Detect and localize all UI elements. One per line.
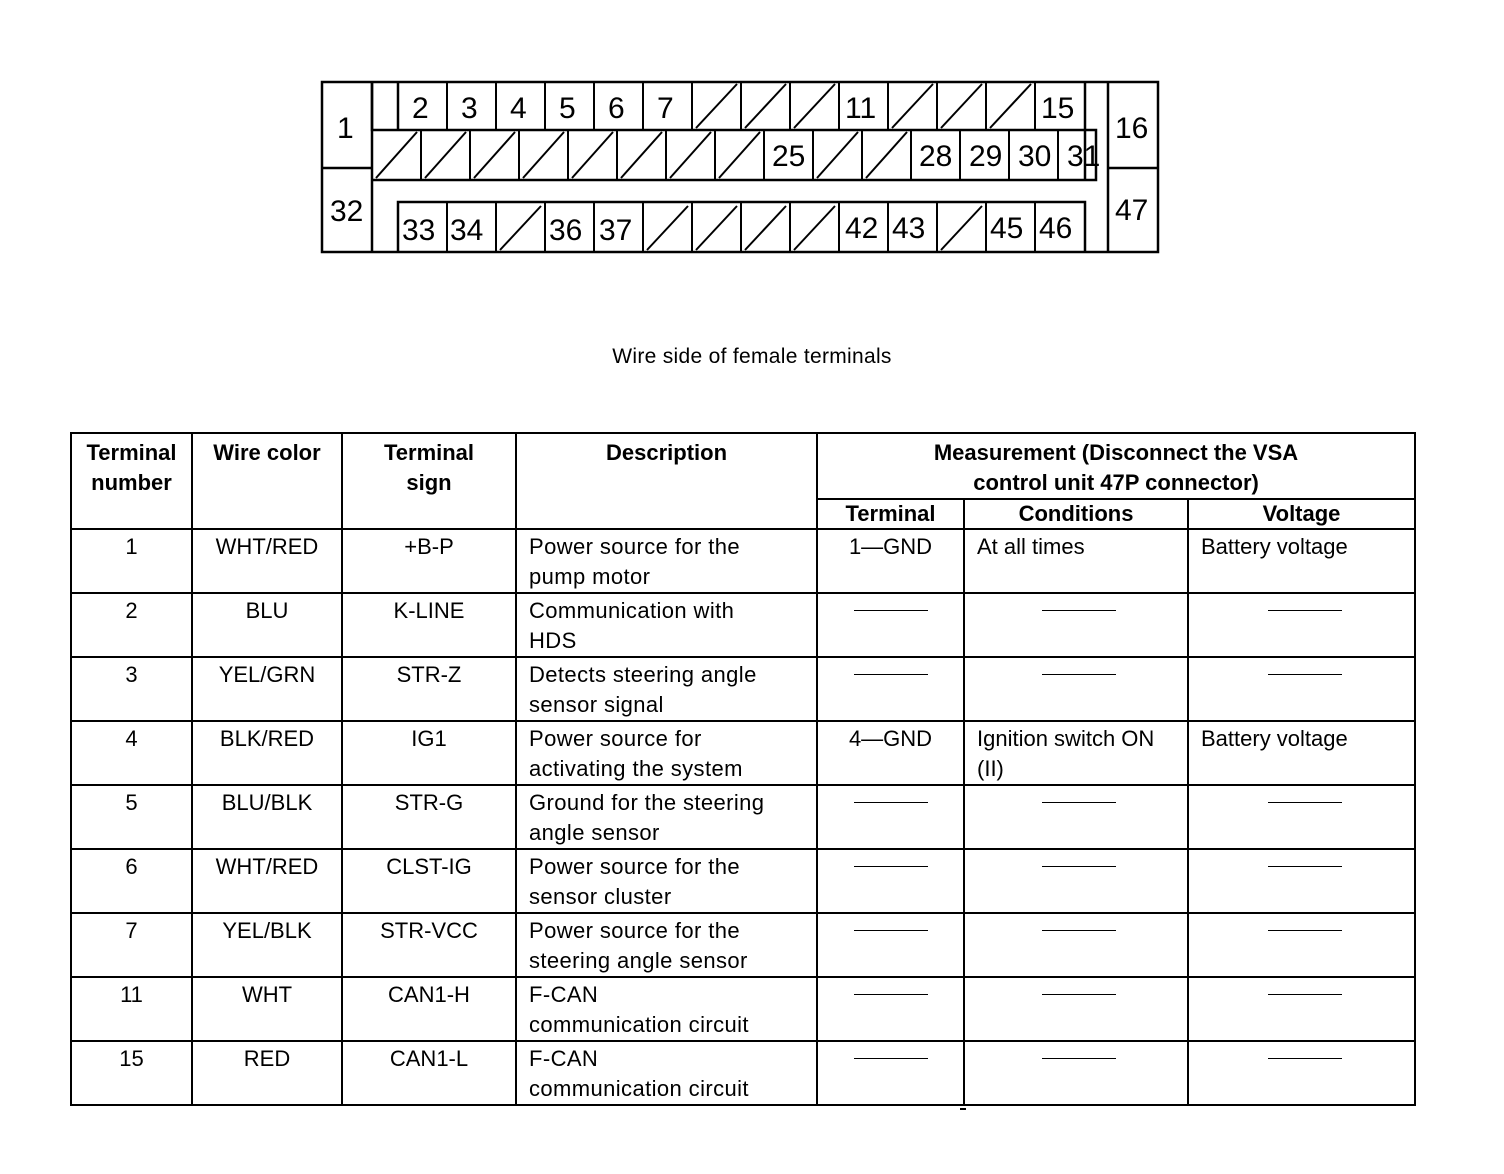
terminal-label: 36 [549, 214, 583, 247]
cell-voltage [1188, 593, 1415, 657]
not-applicable-dash [854, 802, 928, 803]
cell-terminal-sign: STR-Z [342, 657, 516, 721]
cell-terminal-sign: IG1 [342, 721, 516, 785]
header-measurement: Measurement (Disconnect the VSA control unit 47P connector) [817, 433, 1415, 499]
cell-voltage [1188, 849, 1415, 913]
cell-measure-terminal [817, 913, 964, 977]
terminal-label: 3 [461, 92, 478, 125]
cell-description: Power source for the sensor cluster [516, 849, 817, 913]
cell-wire-color: YEL/BLK [192, 913, 342, 977]
cell-voltage [1188, 785, 1415, 849]
cell-description: Power source for the pump motor [516, 529, 817, 593]
table-row [71, 1041, 1415, 1105]
header-terminal: Terminal [817, 499, 964, 529]
cell-conditions: At all times [964, 529, 1188, 593]
header-conditions: Conditions [964, 499, 1188, 529]
cell-measure-terminal [817, 593, 964, 657]
not-applicable-dash [854, 1058, 928, 1059]
terminal-label: 28 [919, 140, 953, 173]
diagram-caption: Wire side of female terminals [612, 345, 892, 368]
cell-terminal-number: 3 [71, 657, 192, 721]
cell-wire-color: WHT [192, 977, 342, 1041]
table-row [71, 721, 1415, 785]
cell-description: Power source for the steering angle sensor [516, 913, 817, 977]
cell-conditions [964, 913, 1188, 977]
terminal-label: 34 [450, 214, 484, 247]
cell-wire-color: BLU/BLK [192, 785, 342, 849]
cell-measure-terminal [817, 977, 964, 1041]
cell-terminal-sign: +B-P [342, 529, 516, 593]
cell-measure-terminal [817, 785, 964, 849]
not-applicable-dash [1268, 994, 1342, 995]
header-terminal-number: Terminal number [71, 433, 192, 529]
not-applicable-dash [1042, 930, 1116, 931]
cell-voltage [1188, 977, 1415, 1041]
table-row [71, 657, 1415, 721]
cell-voltage: Battery voltage [1188, 721, 1415, 785]
terminal-label: 43 [892, 212, 926, 245]
header-description: Description [516, 433, 817, 529]
cell-terminal-sign: STR-VCC [342, 913, 516, 977]
not-applicable-dash [854, 866, 928, 867]
table-row [71, 785, 1415, 849]
cell-wire-color: YEL/GRN [192, 657, 342, 721]
terminal-label: 47 [1115, 194, 1149, 227]
terminal-label: 31 [1067, 140, 1101, 173]
table-row [71, 593, 1415, 657]
connector-diagram [320, 80, 1160, 254]
cell-conditions [964, 657, 1188, 721]
terminal-label: 1 [337, 112, 354, 145]
cell-conditions [964, 1041, 1188, 1105]
not-applicable-dash [1042, 994, 1116, 995]
not-applicable-dash [1268, 930, 1342, 931]
connector-face [320, 80, 1160, 254]
not-applicable-dash [1042, 866, 1116, 867]
cell-voltage: Battery voltage [1188, 529, 1415, 593]
terminal-label: 2 [412, 92, 429, 125]
terminal-label: 46 [1039, 212, 1073, 245]
terminal-label: 6 [608, 92, 625, 125]
terminal-label: 33 [402, 214, 436, 247]
cell-conditions [964, 849, 1188, 913]
not-applicable-dash [854, 674, 928, 675]
cell-conditions [964, 977, 1188, 1041]
not-applicable-dash [854, 994, 928, 995]
terminal-label: 32 [330, 195, 364, 228]
terminal-label: 15 [1041, 92, 1075, 125]
terminal-label: 45 [990, 212, 1024, 245]
not-applicable-dash [854, 610, 928, 611]
terminal-label: 30 [1018, 140, 1052, 173]
table-row [71, 977, 1415, 1041]
cell-terminal-sign: CAN1-L [342, 1041, 516, 1105]
cell-measure-terminal [817, 849, 964, 913]
cell-terminal-sign: K-LINE [342, 593, 516, 657]
terminal-table [70, 432, 1416, 1106]
not-applicable-dash [1268, 802, 1342, 803]
cell-measure-terminal [817, 1041, 964, 1105]
cell-terminal-number: 7 [71, 913, 192, 977]
header-wire-color: Wire color [192, 433, 342, 529]
cell-wire-color: BLU [192, 593, 342, 657]
table-row [71, 529, 1415, 593]
cell-terminal-number: 1 [71, 529, 192, 593]
cell-terminal-sign: STR-G [342, 785, 516, 849]
cell-terminal-number: 6 [71, 849, 192, 913]
cell-terminal-sign: CAN1-H [342, 977, 516, 1041]
cell-description: F-CAN communication circuit [516, 1041, 817, 1105]
stray-mark [960, 1108, 966, 1110]
not-applicable-dash [1042, 610, 1116, 611]
not-applicable-dash [1042, 802, 1116, 803]
terminal-label: 29 [969, 140, 1003, 173]
not-applicable-dash [854, 930, 928, 931]
cell-terminal-number: 15 [71, 1041, 192, 1105]
header-terminal-sign: Terminal sign [342, 433, 516, 529]
cell-voltage [1188, 1041, 1415, 1105]
cell-wire-color: BLK/RED [192, 721, 342, 785]
cell-wire-color: WHT/RED [192, 849, 342, 913]
cell-wire-color: RED [192, 1041, 342, 1105]
cell-terminal-number: 5 [71, 785, 192, 849]
cell-measure-terminal: 4—GND [817, 721, 964, 785]
cell-conditions [964, 785, 1188, 849]
terminal-label: 7 [657, 92, 674, 125]
cell-terminal-sign: CLST-IG [342, 849, 516, 913]
cell-description: Power source for activating the system [516, 721, 817, 785]
table-row [71, 913, 1415, 977]
cell-wire-color: WHT/RED [192, 529, 342, 593]
table-row [71, 849, 1415, 913]
terminal-label: 16 [1115, 112, 1149, 145]
table-body [71, 529, 1415, 1105]
terminal-label: 37 [599, 214, 633, 247]
terminal-label: 5 [559, 92, 576, 125]
cell-voltage [1188, 657, 1415, 721]
terminal-label: 25 [772, 140, 806, 173]
cell-description: F-CAN communication circuit [516, 977, 817, 1041]
not-applicable-dash [1042, 674, 1116, 675]
not-applicable-dash [1042, 1058, 1116, 1059]
terminal-label: 42 [845, 212, 879, 245]
cell-terminal-number: 2 [71, 593, 192, 657]
not-applicable-dash [1268, 674, 1342, 675]
cell-terminal-number: 4 [71, 721, 192, 785]
cell-description: Detects steering angle sensor signal [516, 657, 817, 721]
cell-conditions [964, 593, 1188, 657]
not-applicable-dash [1268, 1058, 1342, 1059]
terminal-label: 4 [510, 92, 527, 125]
cell-voltage [1188, 913, 1415, 977]
cell-measure-terminal [817, 657, 964, 721]
terminal-label: 11 [845, 92, 877, 125]
cell-measure-terminal: 1—GND [817, 529, 964, 593]
not-applicable-dash [1268, 610, 1342, 611]
cell-terminal-number: 11 [71, 977, 192, 1041]
cell-description: Communication with HDS [516, 593, 817, 657]
header-voltage: Voltage [1188, 499, 1415, 529]
cell-description: Ground for the steering angle sensor [516, 785, 817, 849]
cell-conditions: Ignition switch ON (II) [964, 721, 1188, 785]
not-applicable-dash [1268, 866, 1342, 867]
